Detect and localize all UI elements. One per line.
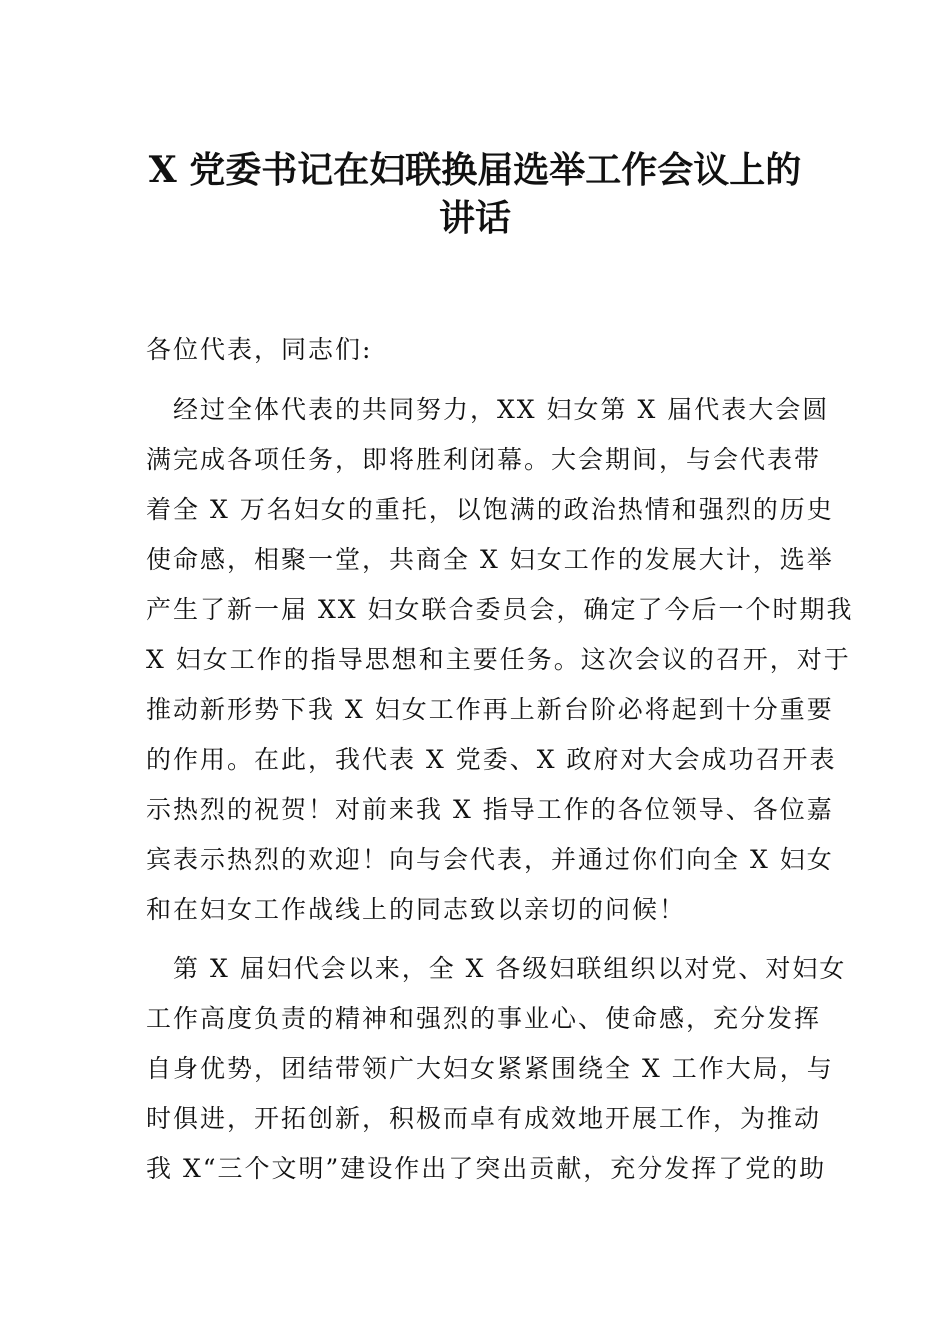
paragraph-line: 和在妇女工作战线上的同志致以亲切的问候！ [146,895,687,924]
paragraph-line: 满完成各项任务，即将胜利闭幕。大会期间，与会代表带 [146,445,822,474]
paragraph [146,944,847,1194]
paragraph-line: X 妇女工作的指导思想和主要任务。这次会议的召开，对于 [146,645,851,674]
paragraph-line: 产生了新一届 XX 妇女联合委员会，确定了今后一个时期我 [146,595,854,624]
paragraph-line: 经过全体代表的共同努力，XX 妇女第 X 届代表大会圆 [146,395,830,424]
paragraph-line: 推动新形势下我 X 妇女工作再上新台阶必将起到十分重要 [146,695,834,724]
paragraph [146,385,854,935]
paragraph-line: 我 X“三个文明”建设作出了突出贡献，充分发挥了党的助 [146,1154,827,1183]
paragraph-line: 自身优势，团结带领广大妇女紧紧围绕全 X 工作大局，与 [146,1054,834,1083]
paragraph-line: 使命感，相聚一堂，共商全 X 妇女工作的发展大计，选举 [146,545,834,574]
paragraph-line: 示热烈的祝贺！对前来我 X 指导工作的各位领导、各位嘉 [146,795,834,824]
paragraph-line: 第 X 届妇代会以来，全 X 各级妇联组织以对党、对妇女 [146,954,847,983]
salutation: 各位代表，同志们: [146,335,373,364]
document-title [140,146,810,242]
paragraph-line: 工作高度负责的精神和强烈的事业心、使命感，充分发挥 [146,1004,822,1033]
paragraph-line: 着全 X 万名妇女的重托，以饱满的政治热情和强烈的历史 [146,495,834,524]
paragraph-line: 的作用。在此，我代表 X 党委、X 政府对大会成功召开表 [146,745,837,774]
paragraph-line: 时俱进，开拓创新，积极而卓有成效地开展工作，为推动 [146,1104,822,1133]
title-line: 讲话 [438,197,511,239]
title-line: X 党委书记在妇联换届选举工作会议上的 [148,149,802,191]
paragraph-line: 宾表示热烈的欢迎！向与会代表，并通过你们向全 X 妇女 [146,845,834,874]
